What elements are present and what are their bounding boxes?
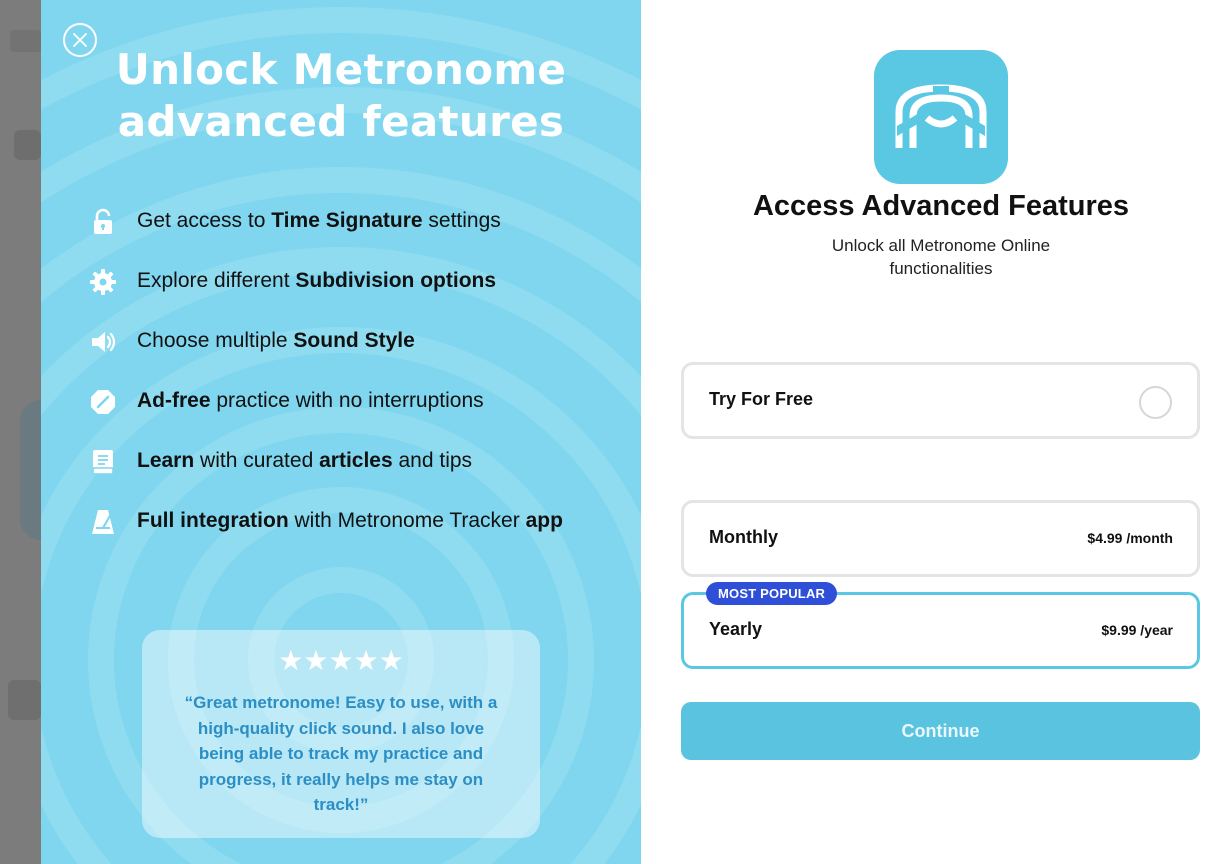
plan-price: $9.99 /year xyxy=(1101,622,1173,638)
backdrop-shape xyxy=(8,680,41,720)
review-quote: “Great metronome! Easy to use, with a high-quality click sound. I also love being able to track my practice and progress, it really helps me stay on track!” xyxy=(184,693,498,814)
feature-list xyxy=(89,206,589,566)
feature-item-integration xyxy=(89,506,589,536)
feature-item-subdivision xyxy=(89,266,589,296)
backdrop-shape xyxy=(10,30,41,52)
most-popular-badge: MOST POPULAR xyxy=(706,582,837,605)
feature-text: Ad-free practice with no interruptions xyxy=(137,389,484,412)
plan-label: Try For Free xyxy=(709,389,814,409)
metronome-logo-icon xyxy=(893,82,989,152)
plan-label: Yearly xyxy=(709,619,763,639)
app-logo xyxy=(874,50,1008,184)
star-rating: ★★★★★ xyxy=(278,644,404,677)
feature-text: Explore different Subdivision options xyxy=(137,269,497,292)
feature-text: Get access to Time Signature settings xyxy=(137,209,501,232)
continue-button[interactable]: Continue xyxy=(681,702,1200,760)
feature-text: Learn with curated articles and tips xyxy=(137,449,473,472)
backdrop-shape xyxy=(14,130,41,160)
feature-text: Choose multiple Sound Style xyxy=(137,329,415,352)
plans-panel xyxy=(641,0,1227,864)
plan-price: $4.99 /month xyxy=(1087,530,1173,546)
review-card xyxy=(142,630,540,838)
feature-item-time-signature xyxy=(89,206,589,236)
plan-option-monthly[interactable] xyxy=(681,500,1200,577)
speaker-icon xyxy=(89,328,117,356)
plan-option-yearly[interactable] xyxy=(681,586,1200,669)
page-backdrop xyxy=(0,0,41,864)
ad-block-icon xyxy=(89,388,117,416)
plans-subtitle: Unlock all Metronome Online functionalities xyxy=(831,236,1051,278)
plan-option-free[interactable] xyxy=(681,362,1200,439)
feature-item-sound-style xyxy=(89,326,589,356)
headline-line-2: advanced features xyxy=(117,97,565,146)
radio-button[interactable] xyxy=(1139,386,1172,419)
feature-item-ad-free xyxy=(89,386,589,416)
metronome-icon xyxy=(89,508,117,536)
upgrade-modal xyxy=(41,0,1227,864)
lock-icon xyxy=(89,208,117,236)
panel-headline xyxy=(41,44,641,148)
plans-title: Access Advanced Features xyxy=(752,190,1130,222)
headline-line-1: Unlock Metronome xyxy=(115,45,567,94)
gear-icon xyxy=(89,268,117,296)
features-panel xyxy=(41,0,641,864)
feature-item-learn xyxy=(89,446,589,476)
book-icon xyxy=(89,448,117,476)
backdrop-shape xyxy=(20,400,41,540)
feature-text: Full integration with Metronome Tracker app xyxy=(137,509,563,532)
plan-label: Monthly xyxy=(709,527,778,547)
